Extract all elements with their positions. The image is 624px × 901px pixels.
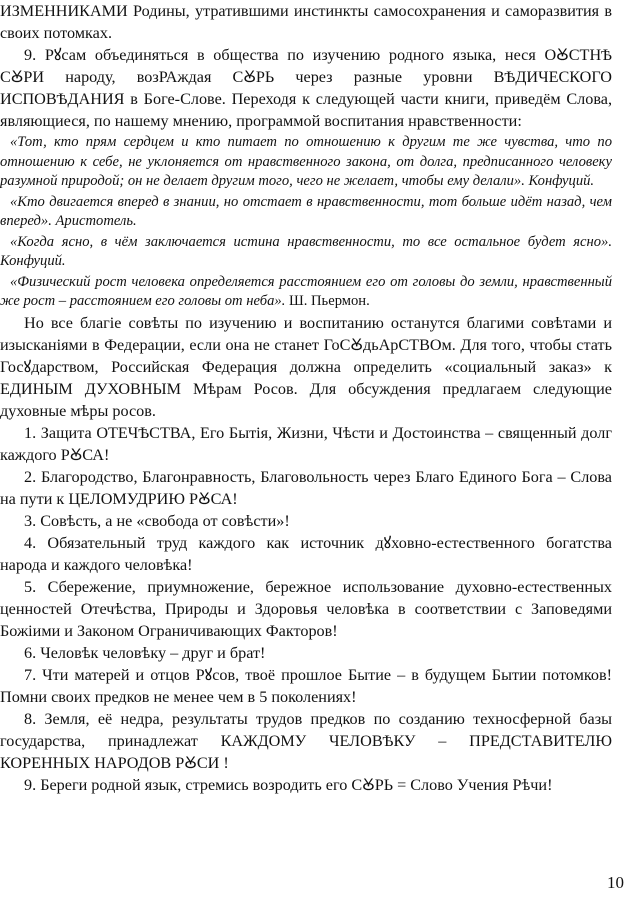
measure-2: 2. Благородство, Благонравность, Благовольность через Благо Единого Бога – Слова на пути к ЦЕЛОМУДРИЮ РꙊСА! <box>0 467 612 508</box>
measure-5: 5. Сбережение, приумножение, бережное использование духовно-естественных ценностей Отечѣства, Природы и Здоровья человѣка в соответствии с Заповедями Божіими и Законом Ограничивающих Факторов! <box>0 577 612 640</box>
measure-6: 6. Человѣк человѣку – друг и брат! <box>24 643 266 662</box>
measure-3: 3. Совѣсть, а не «свобода от совѣсти»! <box>24 511 290 530</box>
paragraph-item-9-unite: 9. Рꙋсам объединяться в общества по изучению родного языка, неся ОꙊСТНѢ СꙊРИ народу, возРАждая СꙊРЬ через разные уровни ВѢДИЧЕСКОГО ИСПОВѢДАНИЯ в Боге-Слове. Переходя к следующей части книги, приведём Слова, являющиеся, по нашему мнению, программой воспитания нравственности: <box>0 46 612 130</box>
quote-confucius-1: «Тот, кто прям сердцем и кто питает по отношению к другим те же чувства, что по отношению к себе, не уклоняется от нравственного закона, от долга, предписанного человеку разумной природой; он не делает другим того, чего не желает, чтобы ему делали». Конфуций. <box>0 134 612 189</box>
measure-8: 8. Земля, её недра, результаты трудов предков по созданию техносферной базы государства, принадлежат КАЖДОМУ ЧЕЛОВѢКУ – ПРЕДСТАВИТЕЛЮ КОРЕННЫХ НАРОДОВ РꙊСИ ! <box>0 709 612 772</box>
page-number: 10 <box>607 873 624 892</box>
measure-7: 7. Чти матерей и отцов Рꙋсов, твоё прошлое Бытие – в будущем Бытии потомков! Помни своих предков не менее чем в 5 поколениях! <box>0 665 612 706</box>
quote-confucius-2: «Когда ясно, в чём заключается истина нравственности, то все остальное будет ясно». Конфуций. <box>0 233 612 269</box>
measure-4: 4. Обязательный труд каждого как источник дꙋховно-естественного богатства народа и каждого человѣка! <box>0 533 612 574</box>
paragraph-continuation: ИЗМЕННИКАМИ Родины, утратившими инстинкты самосохранения и саморазвития в своих потомках. <box>0 2 612 42</box>
quote-piermon-author: Ш. Пьермон. <box>289 293 370 309</box>
quote-piermon-text: «Физический рост человека определяется расстоянием его от головы до земли, нравственный же рост – расстоянием его головы от неба». <box>0 273 612 309</box>
measure-9: 9. Береги родной язык, стремись возродить его СꙊРЬ = Слово Учения Рѣчи! <box>24 775 553 794</box>
paragraph-good-advice: Но все благіе совѣты по изучению и воспитанию останутся благими совѣтами и изысканіями в Федерации, если она не станет ГоСꙊдьАрСТВОм. Для того, чтобы стать Госꙋдарством, Российская Федерация должна определить «социальный заказ» к ЕДИНЫМ ДУХОВНЫМ Мѣрам Росов. Для обсуждения предлагаем следующие духовные мѣры росов. <box>0 313 612 420</box>
measure-1: 1. Защита ОТЕЧѢСТВА, Его Бытія, Жизни, Чѣсти и Достоинства – священный долг каждого РꙊСА! <box>0 423 612 464</box>
quote-aristotle: «Кто двигается вперед в знании, но отстает в нравственности, тот больше идёт назад, чем вперед». Аристотель. <box>0 193 612 229</box>
quote-piermon <box>0 273 612 312</box>
